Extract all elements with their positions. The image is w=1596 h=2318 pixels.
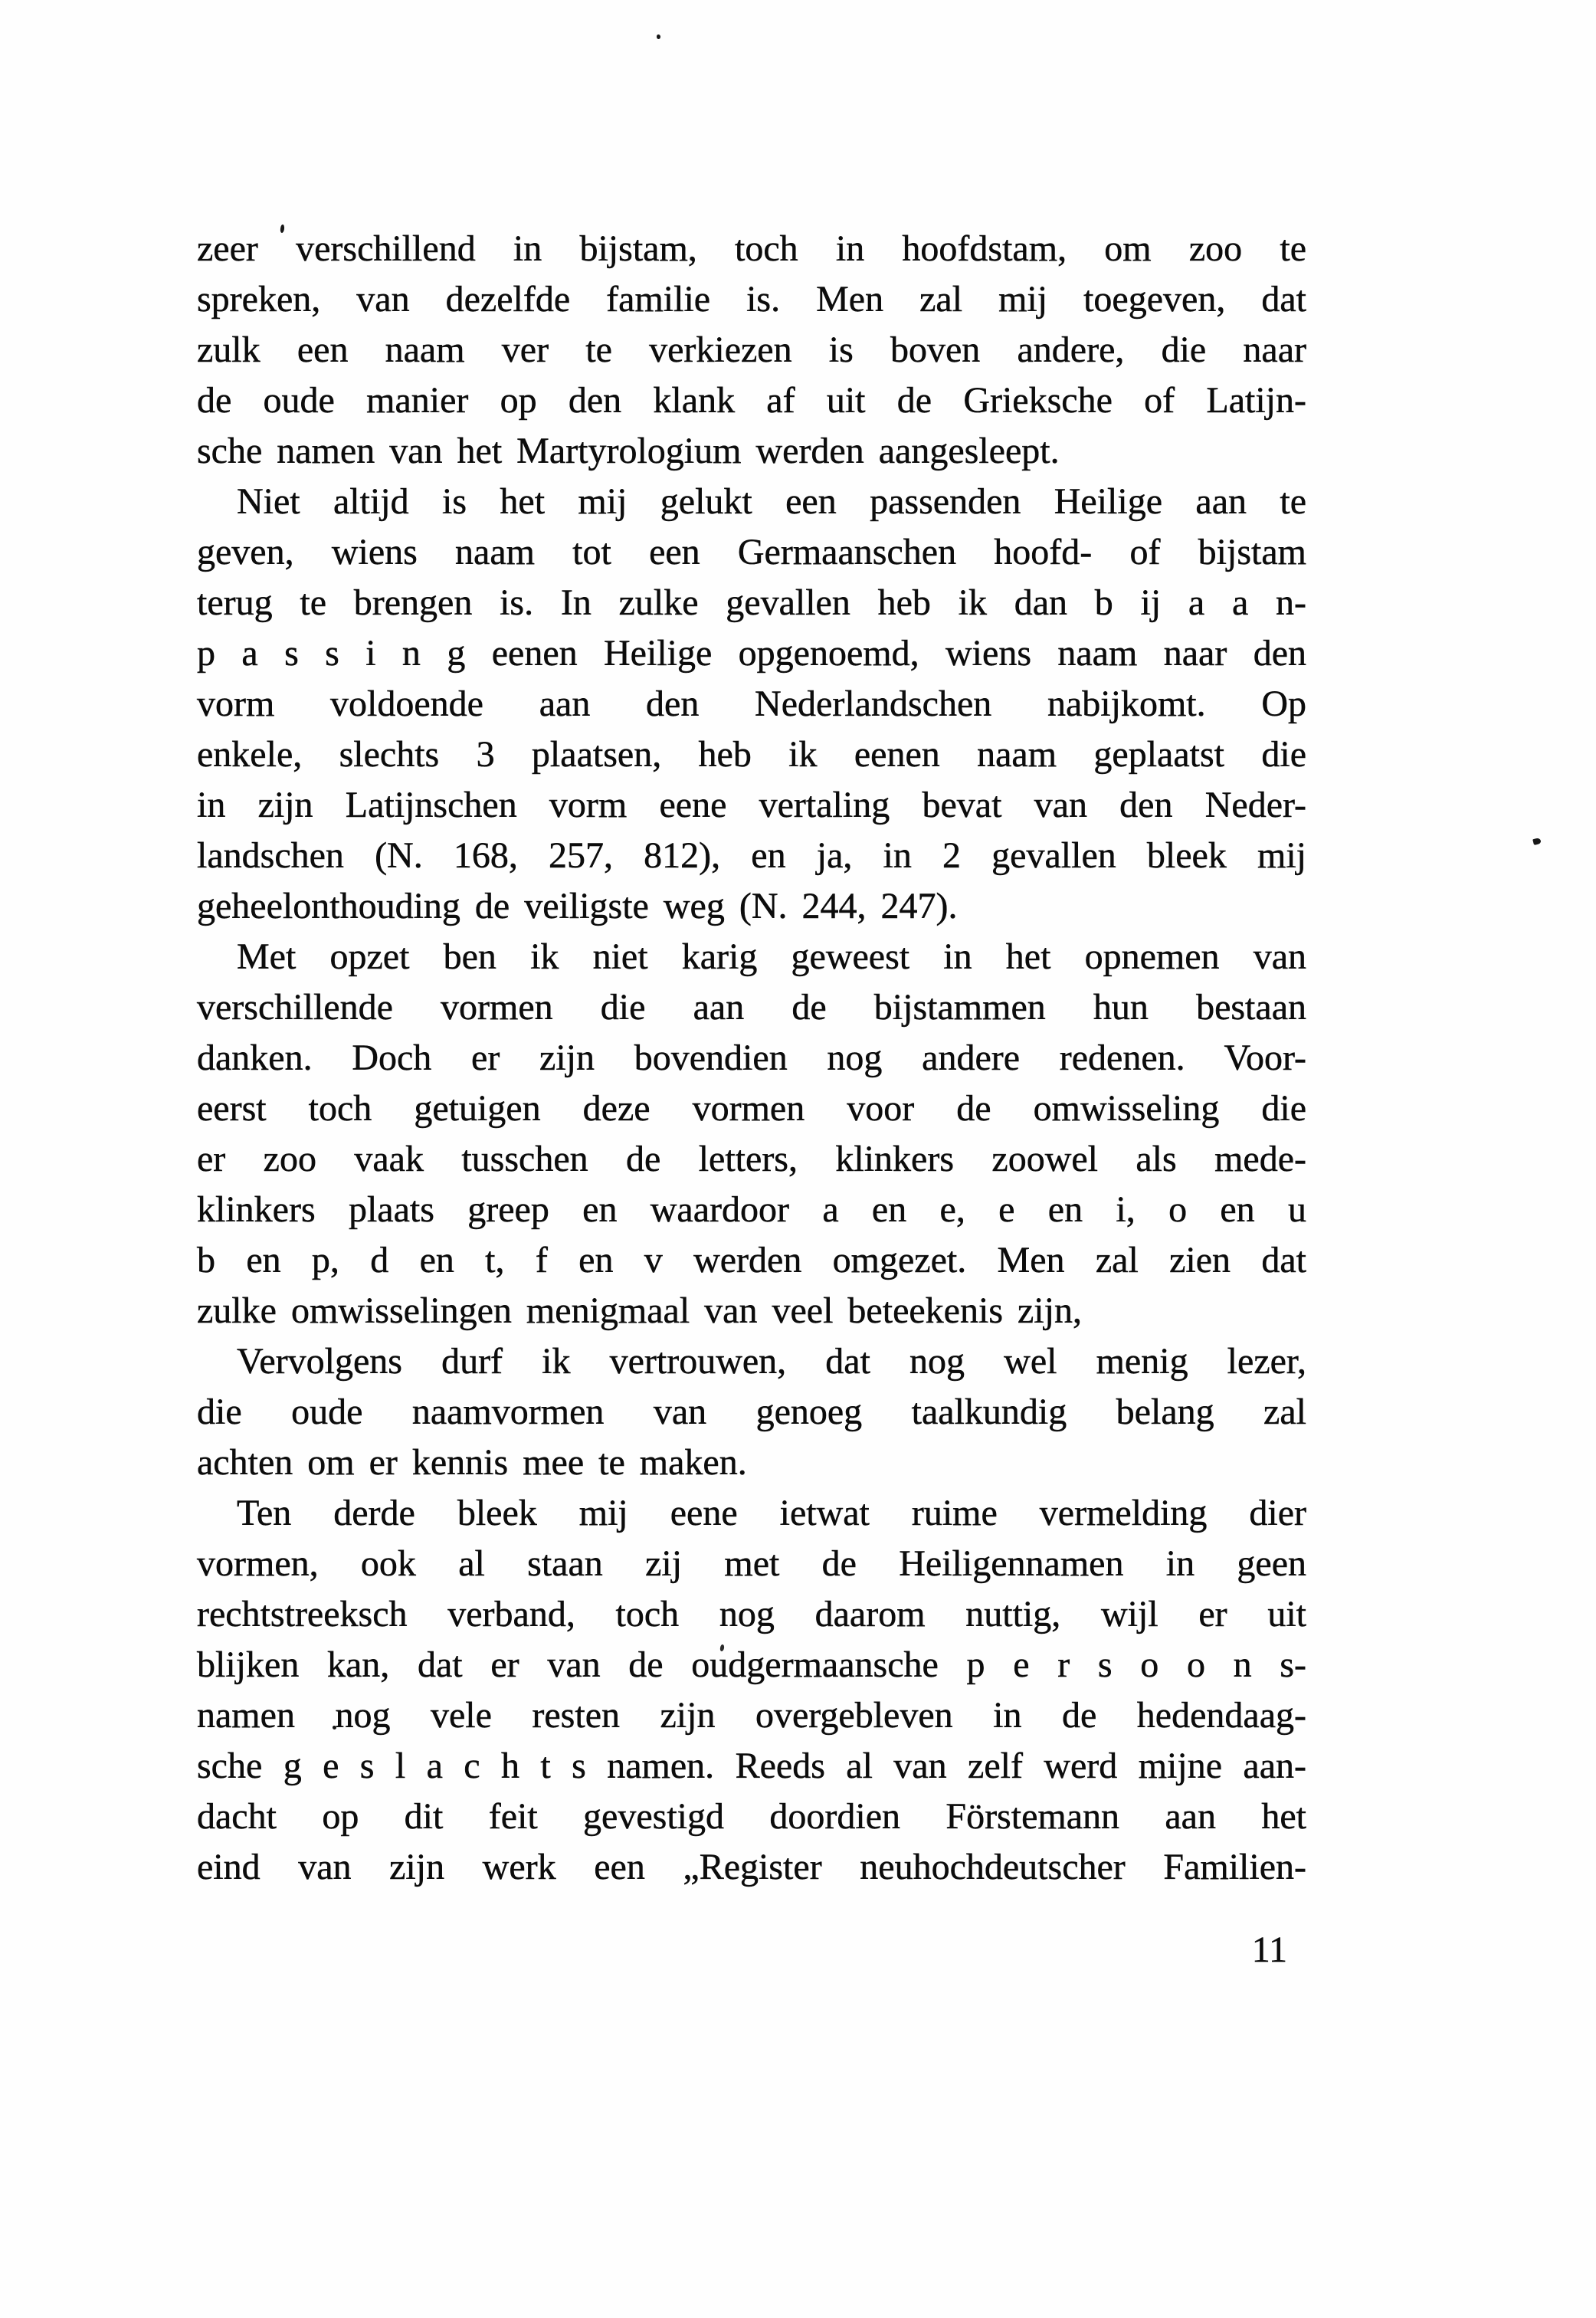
text-line: sche g e s l a c h t s namen. Reeds al van zelf werd mijne aan-	[197, 1746, 1306, 1786]
text-line: namen nog vele resten zijn overgebleven in de hedendaag-	[197, 1695, 1306, 1736]
text-line: zulke omwisselingen menigmaal van veel beteekenis zijn,	[197, 1290, 1082, 1331]
text-line: zeer verschillend in bijstam, toch in hoofdstam, om zoo te	[197, 228, 1306, 269]
text-line: Met opzet ben ik niet karig geweest in het opnemen van	[237, 936, 1306, 977]
text-line: b en p, d en t, f en v werden omgezet. Men zal zien dat	[197, 1240, 1306, 1280]
text-line: blijken kan, dat er van de oudgermaansche p e r s o o n s-	[197, 1644, 1306, 1685]
text-line: danken. Doch er zijn bovendien nog andere redenen. Voor-	[197, 1038, 1306, 1078]
text-line: vormen, ook al staan zij met de Heiligennamen in geen	[197, 1543, 1306, 1584]
text-line: die oude naamvormen van genoeg taalkundig belang zal	[197, 1392, 1306, 1432]
text-line: eind van zijn werk een „Register neuhochdeutscher Familien-	[197, 1847, 1306, 1887]
text-line: eerst toch getuigen deze vormen voor de omwisseling die	[197, 1088, 1306, 1129]
text-line: Vervolgens durf ik vertrouwen, dat nog wel menig lezer,	[237, 1341, 1306, 1382]
text-line: sche namen van het Martyrologium werden aangesleept.	[197, 431, 1060, 471]
text-line: p a s s i n g eenen Heilige opgenoemd, wiens naam naar den	[197, 633, 1306, 674]
text-line: landschen (N. 168, 257, 812), en ja, in 2 gevallen bleek mij	[197, 835, 1306, 876]
text-line: achten om er kennis mee te maken.	[197, 1442, 747, 1483]
text-line: zulk een naam ver te verkiezen is boven andere, die naar	[197, 330, 1306, 370]
text-line: spreken, van dezelfde familie is. Men zal mij toegeven, dat	[197, 279, 1306, 320]
text-line: geheelonthouding de veiligste weg (N. 244, 247).	[197, 886, 958, 926]
text-line: enkele, slechts 3 plaatsen, heb ik eenen naam geplaatst die	[197, 734, 1306, 775]
text-line: Niet altijd is het mij gelukt een passenden Heilige aan te	[237, 481, 1306, 522]
text-line: in zijn Latijnschen vorm eene vertaling bevat van den Neder-	[197, 785, 1306, 825]
text-line: Ten derde bleek mij eene ietwat ruime vermelding dier	[237, 1493, 1306, 1533]
text-line: geven, wiens naam tot een Germaanschen hoofd- of bijstam	[197, 532, 1306, 572]
text-line: vorm voldoende aan den Nederlandschen nabijkomt. Op	[197, 684, 1306, 724]
text-line: terug te brengen is. In zulke gevallen heb ik dan b ij a a n-	[197, 582, 1306, 623]
text-line: klinkers plaats greep en waardoor a en e, e en i, o en u	[197, 1189, 1306, 1230]
text-line: rechtstreeksch verband, toch nog daarom nuttig, wijl er uit	[197, 1594, 1306, 1634]
body-text	[197, 224, 1306, 1893]
text-line: dacht op dit feit gevestigd doordien Förstemann aan het	[197, 1796, 1306, 1837]
text-line: er zoo vaak tusschen de letters, klinkers zoowel als mede-	[197, 1139, 1306, 1179]
text-line: verschillende vormen die aan de bijstammen hun bestaan	[197, 987, 1306, 1028]
text-line: de oude manier op den klank af uit de Grieksche of Latijn-	[197, 380, 1306, 421]
ink-speck	[1532, 838, 1542, 845]
page-number: 11	[1251, 1929, 1287, 1970]
ink-speck	[657, 34, 660, 39]
